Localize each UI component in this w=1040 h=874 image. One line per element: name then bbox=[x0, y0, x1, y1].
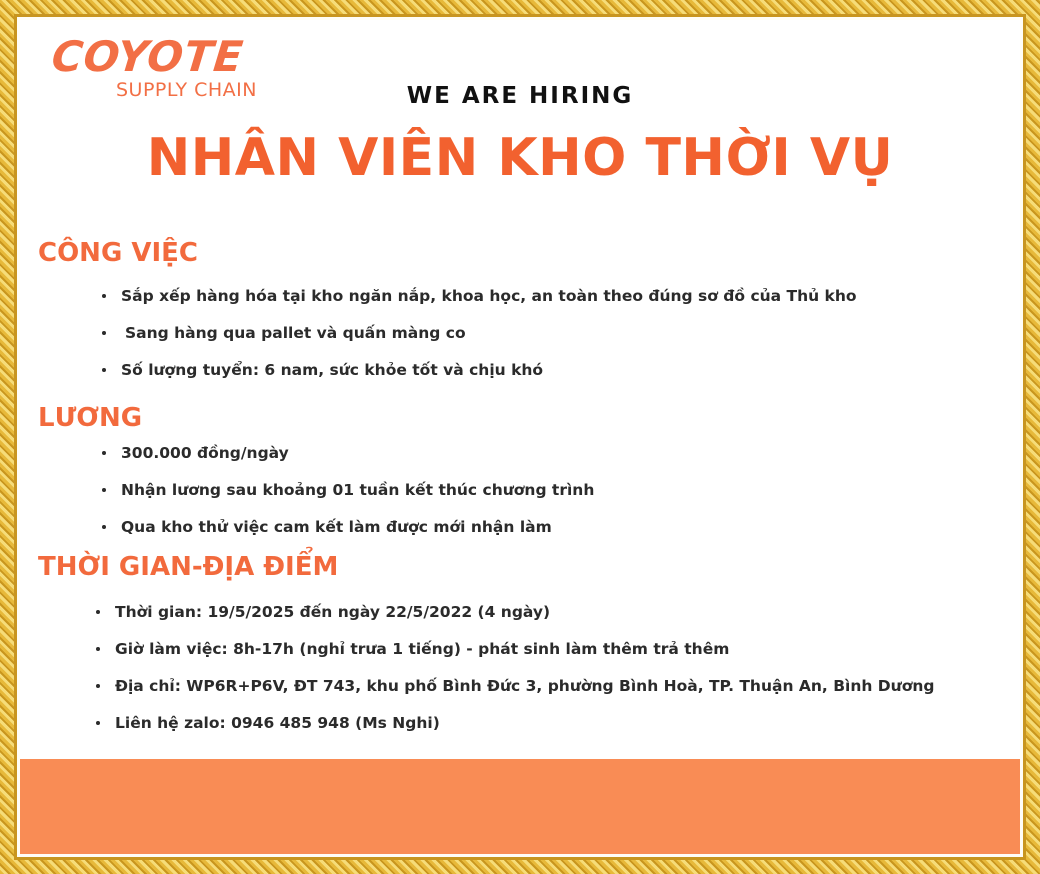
list-item: Số lượng tuyển: 6 nam, sức khỏe tốt và chịu khó bbox=[102, 360, 857, 397]
footer-band bbox=[20, 759, 1020, 854]
job-duties-list bbox=[102, 286, 857, 397]
logo-tagline: SUPPLY CHAIN bbox=[116, 79, 257, 101]
poster bbox=[20, 20, 1020, 854]
list-item: Liên hệ zalo: 0946 485 948 (Ms Nghi) bbox=[96, 713, 934, 750]
section-title-time-place: THỜI GIAN-ĐỊA ĐIỂM bbox=[38, 552, 339, 582]
list-item: Địa chỉ: WP6R+P6V, ĐT 743, khu phố Bình Đức 3, phường Bình Hoà, TP. Thuận An, Bình Dương bbox=[96, 676, 934, 713]
hiring-heading: WE ARE HIRING bbox=[406, 83, 634, 109]
list-item: 300.000 đồng/ngày bbox=[102, 443, 594, 480]
section-title-job: CÔNG VIỆC bbox=[38, 238, 198, 268]
section-title-salary: LƯƠNG bbox=[38, 403, 143, 433]
list-item: Sắp xếp hàng hóa tại kho ngăn nắp, khoa học, an toàn theo đúng sơ đồ của Thủ kho bbox=[102, 286, 857, 323]
time-place-list bbox=[96, 602, 934, 750]
list-item: Sang hàng qua pallet và quấn màng co bbox=[102, 323, 857, 360]
list-item: Thời gian: 19/5/2025 đến ngày 22/5/2022 (4 ngày) bbox=[96, 602, 934, 639]
logo-wordmark: COYOTE bbox=[49, 32, 247, 81]
salary-list bbox=[102, 443, 594, 554]
list-item: Qua kho thử việc cam kết làm được mới nhận làm bbox=[102, 517, 594, 554]
list-item: Nhận lương sau khoảng 01 tuần kết thúc chương trình bbox=[102, 480, 594, 517]
job-title: NHÂN VIÊN KHO THỜI VỤ bbox=[146, 128, 894, 188]
list-item: Giờ làm việc: 8h-17h (nghỉ trưa 1 tiếng) - phát sinh làm thêm trả thêm bbox=[96, 639, 934, 676]
